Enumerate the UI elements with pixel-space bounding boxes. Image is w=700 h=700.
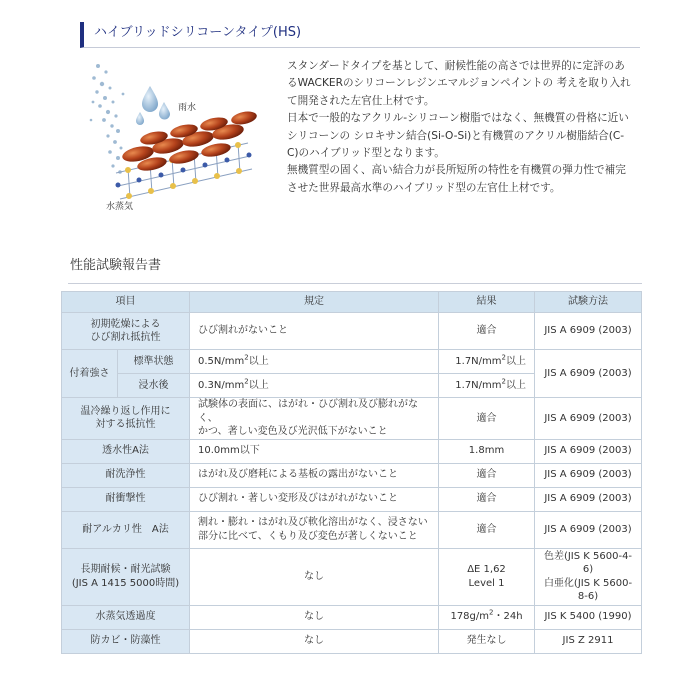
vapor-dots xyxy=(90,64,125,174)
row-method: JIS A 6909 (2003) xyxy=(535,439,642,463)
table-row xyxy=(62,350,642,374)
row-method: JIS A 6909 (2003) xyxy=(535,398,642,440)
row-item: 防カビ・防藻性 xyxy=(62,629,190,653)
description xyxy=(287,58,632,197)
row-subitem: 浸水後 xyxy=(118,374,190,398)
row-result: 適合 xyxy=(439,511,535,548)
table-header-row xyxy=(62,292,642,313)
row-method: JIS A 6909 (2003) xyxy=(535,487,642,511)
table-row xyxy=(62,398,642,440)
row-spec: $0.3N/mm^2$以上 xyxy=(190,374,439,398)
row-spec: 10.0mm以下 xyxy=(190,439,439,463)
header-item: 項目 xyxy=(62,292,190,313)
row-spec: $0.5N/mm^2$以上 xyxy=(190,350,439,374)
row-spec: なし xyxy=(190,605,439,629)
description-paragraph: 日本で一般的なアクリル-シリコーン樹脂ではなく、無機質の骨格に近いシリコーンの シロキサン結合(Si-O-Si)と有機質のアクリル樹脂結合(C-C)のハイブリッド型となります。 xyxy=(287,112,629,160)
row-result: $1.7N/mm^2$以上 xyxy=(439,350,535,374)
row-result: 発生なし xyxy=(439,629,535,653)
section-title-text: ハイブリッドシリコーンタイプ(HS) xyxy=(94,25,302,40)
table-row xyxy=(62,487,642,511)
row-item: 初期乾燥による ひび割れ抵抗性 xyxy=(62,313,190,350)
table-row xyxy=(62,548,642,605)
row-item: 耐アルカリ性 A法 xyxy=(62,511,190,548)
row-method: JIS A 6909 (2003) xyxy=(535,463,642,487)
vapor-label: 水蒸気 xyxy=(106,202,134,212)
report-title: 性能試験報告書 xyxy=(68,254,642,284)
table-row xyxy=(62,605,642,629)
row-spec: なし xyxy=(190,629,439,653)
header-result: 結果 xyxy=(439,292,535,313)
row-method: 色差(JIS K 5600-4-6) 白亜化(JIS K 5600-8-6) xyxy=(535,548,642,605)
row-subitem: 標準状態 xyxy=(118,350,190,374)
row-result: $178g/m^2$・24h xyxy=(439,605,535,629)
row-method: JIS Z 2911 xyxy=(535,629,642,653)
row-result: ΔE 1,62 Level 1 xyxy=(439,548,535,605)
table-row xyxy=(62,313,642,350)
row-result: 適合 xyxy=(439,398,535,440)
table-row xyxy=(62,511,642,548)
row-spec: なし xyxy=(190,548,439,605)
header-spec: 規定 xyxy=(190,292,439,313)
row-result: $1.7N/mm^2$以上 xyxy=(439,374,535,398)
row-spec: ひび割れがないこと xyxy=(190,313,439,350)
row-result: 適合 xyxy=(439,487,535,511)
row-result: 1.8mm xyxy=(439,439,535,463)
row-item: 付着強さ xyxy=(62,350,118,398)
row-spec: はがれ及び磨耗による基板の露出がないこと xyxy=(190,463,439,487)
row-item: 水蒸気透過度 xyxy=(62,605,190,629)
row-item: 耐洗浄性 xyxy=(62,463,190,487)
row-item: 耐衝撃性 xyxy=(62,487,190,511)
row-spec: 試験体の表面に、はがれ・ひび割れ及び膨れがなく、 かつ、著しい変色及び光沢低下がないこと xyxy=(190,398,439,440)
row-method: JIS A 6909 (2003) xyxy=(535,350,642,398)
row-method: JIS A 6909 (2003) xyxy=(535,313,642,350)
table-row xyxy=(62,439,642,463)
row-result: 適合 xyxy=(439,313,535,350)
row-result: 適合 xyxy=(439,463,535,487)
description-paragraph: スタンダードタイプを基として、耐候性能の高さでは世界的に定評のあるWACKERのシリコーンレジンエマルジョンペイントの 考えを取り入れて開発された左官仕上材です。 xyxy=(287,60,631,107)
raindrop-icons xyxy=(136,86,170,125)
row-item: 温冷繰り返し作用に 対する抵抗性 xyxy=(62,398,190,440)
row-method: JIS K 5400 (1990) xyxy=(535,605,642,629)
header-method: 試験方法 xyxy=(535,292,642,313)
description-paragraph: 無機質型の固く、高い結合力が長所短所の特性を有機質の弾力性で補完させた世界最高水準のハイブリッド型の左官仕上材です。 xyxy=(287,164,626,194)
table-row xyxy=(62,629,642,653)
hybrid-structure-illustration xyxy=(88,58,268,218)
performance-test-table xyxy=(61,291,642,654)
row-item: 透水性A法 xyxy=(62,439,190,463)
row-spec: ひび割れ・著しい変形及びはがれがないこと xyxy=(190,487,439,511)
row-spec: 割れ・膨れ・はがれ及び軟化溶出がなく、浸さない 部分に比べて、くもり及び変色が著しくないこと xyxy=(190,511,439,548)
rain-label: 雨水 xyxy=(178,103,197,113)
row-method: JIS A 6909 (2003) xyxy=(535,511,642,548)
table-row xyxy=(62,463,642,487)
row-item: 長期耐候・耐光試験 (JIS A 1415 5000時間) xyxy=(62,548,190,605)
section-title xyxy=(80,22,640,48)
